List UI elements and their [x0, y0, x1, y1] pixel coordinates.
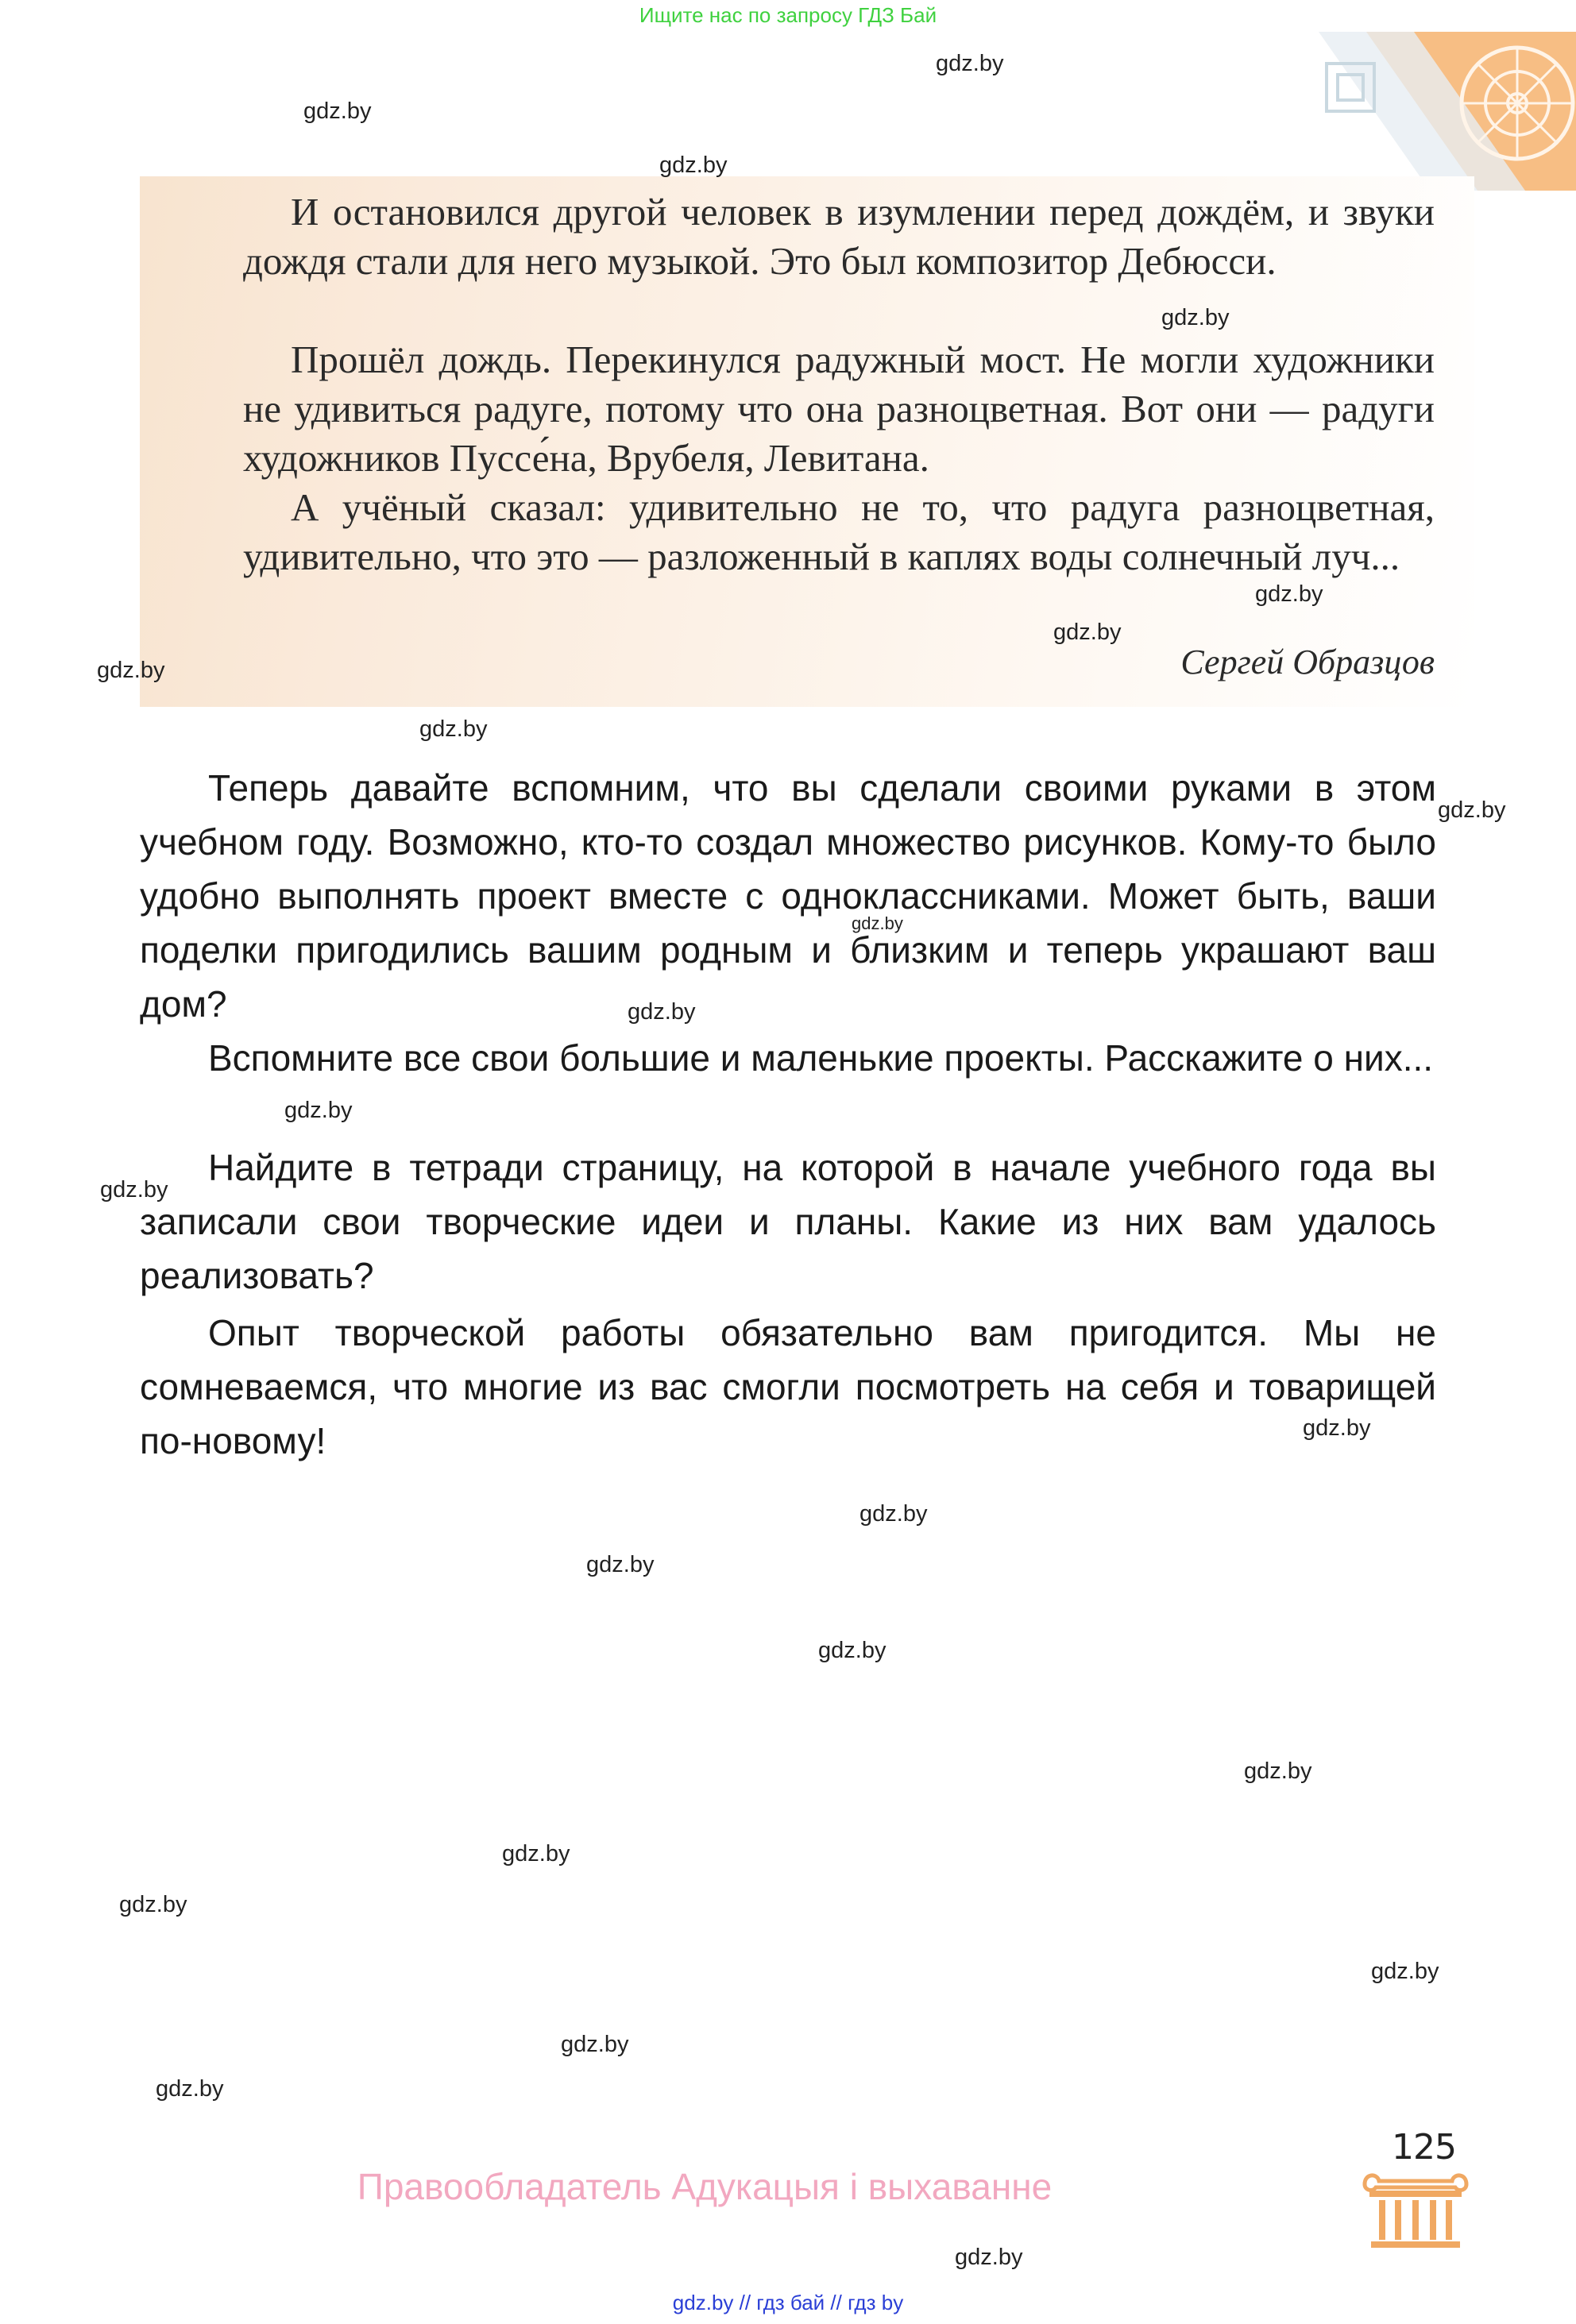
watermark: gdz.by [1303, 1415, 1371, 1441]
watermark: gdz.by [1161, 305, 1230, 330]
watermark: gdz.by [936, 51, 1004, 76]
watermark: gdz.by [586, 1552, 655, 1577]
watermark: gdz.by [859, 1501, 928, 1527]
watermark: gdz.by [1438, 797, 1506, 823]
watermark: gdz.by [156, 2076, 224, 2102]
body-paragraph: Вспомните все свои большие и маленькие проекты. Расскажите о них... [208, 1037, 1434, 1079]
top-banner[interactable]: Ищите нас по запросу ГДЗ Бай [639, 3, 937, 27]
watermark: gdz.by [818, 1638, 886, 1663]
quote-paragraph: А учёный сказал: удивительно не то, что радуга разноцветная, удивительно, что это — разложенный в каплях воды солнечный луч... [243, 485, 1435, 578]
watermark: gdz.by [119, 1892, 187, 1917]
quote-box [140, 176, 1474, 707]
body-paragraph: Найдите в тетради страницу, на которой в начале учебного года вы записали свои творческие идеи и планы. Какие из них вам удалось реализовать? [140, 1147, 1436, 1296]
footer-links[interactable]: gdz.by // гдз бай // гдз by [672, 2291, 904, 2314]
copyright-notice: Правообладатель Адукацыя і выхаванне [357, 2166, 1053, 2207]
quote-author: Сергей Образцов [1180, 643, 1435, 681]
corner-ornament-icon [1319, 32, 1576, 191]
watermark: gdz.by [659, 152, 728, 178]
watermark: gdz.by [284, 1098, 353, 1123]
watermark: gdz.by [1244, 1758, 1312, 1784]
watermark: gdz.by [852, 913, 903, 933]
quote-paragraph: Прошёл дождь. Перекинулся радужный мост. Не могли художники не удивиться радуге, потому что она разноцветная. Вот они — радуги художников Пуссе́на, Врубеля, Левитана. [243, 338, 1435, 480]
watermark: gdz.by [628, 999, 696, 1025]
watermark: gdz.by [561, 2032, 629, 2057]
watermark: gdz.by [97, 658, 165, 683]
watermark: gdz.by [502, 1841, 570, 1867]
body-paragraph: Теперь давайте вспомним, что вы сделали своими руками в этом учебном году. Возможно, кто-то создал множество рисунков. Кому-то было удобно выполнять проект вместе с одноклассниками. Может быть, ваши поделки пригодились вашим родным и близким и теперь украшают ваш дом? [140, 767, 1436, 1025]
watermark: gdz.by [303, 98, 372, 124]
quote-paragraph: И остановился другой человек в изумлении перед дождём, и звуки дождя стали для него музыкой. Это был композитор Дебюсси. [243, 190, 1435, 283]
watermark: gdz.by [1255, 581, 1323, 607]
watermark: gdz.by [1053, 620, 1122, 645]
watermark: gdz.by [419, 716, 488, 742]
watermark: gdz.by [955, 2245, 1023, 2270]
watermark: gdz.by [100, 1177, 168, 1203]
watermark: gdz.by [1371, 1959, 1439, 1984]
page-number: 125 [1392, 2127, 1456, 2168]
body-paragraph: Опыт творческой работы обязательно вам пригодится. Мы не сомневаемся, что многие из вас смогли посмотреть на себя и товарищей по-новому! [140, 1312, 1436, 1461]
